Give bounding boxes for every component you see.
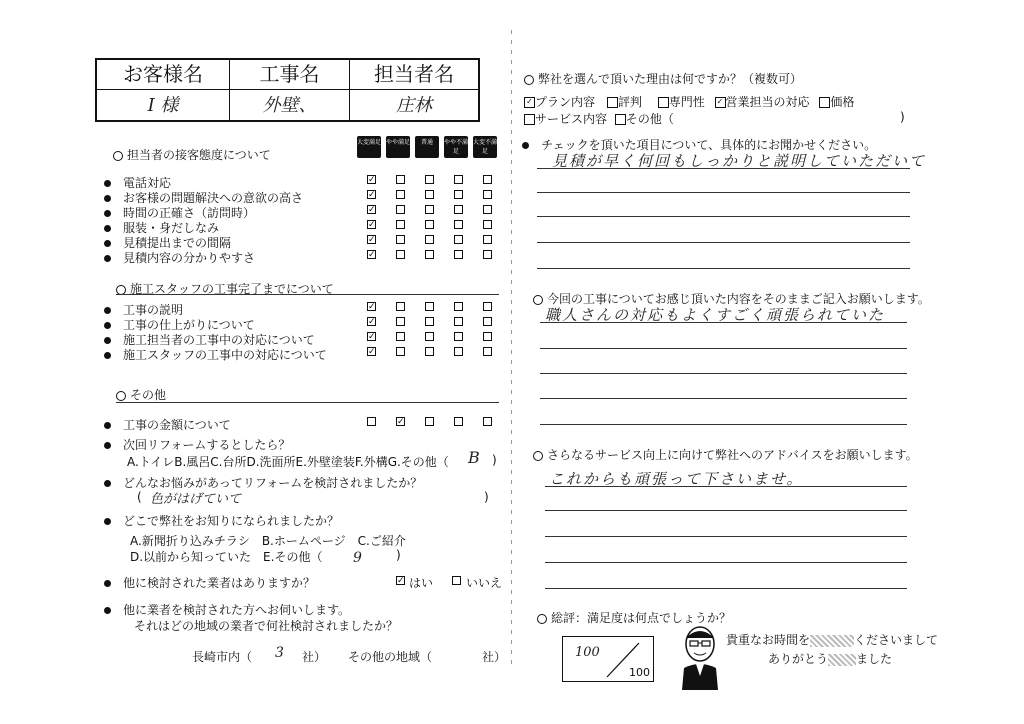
list-item: お客様の問題解決への意欲の高さ (104, 189, 303, 206)
rating-checkbox[interactable] (396, 347, 405, 356)
rating-checkbox[interactable] (483, 332, 492, 341)
detail-answer: 見積が早く何回もしっかりと説明していただいて (552, 152, 927, 170)
rating-checkbox[interactable] (454, 302, 463, 311)
bullet-icon (104, 337, 111, 344)
thanks-line-2: ありがとう ました (768, 652, 893, 666)
divider (116, 402, 499, 403)
bullet-icon (104, 307, 111, 314)
customer-name-value: I 様 (97, 90, 230, 122)
rating-checkbox[interactable] (396, 205, 405, 214)
staff-name-label: 担当者名 (350, 60, 478, 90)
rating-checkbox[interactable] (396, 175, 405, 184)
rating-checkbox[interactable]: ✓ (368, 317, 376, 327)
bullet-icon (104, 607, 111, 614)
question-price: 工事の金額について (104, 416, 231, 433)
rating-checkbox[interactable] (425, 347, 434, 356)
close-paren: ) (900, 110, 905, 124)
rating-checkbox[interactable]: ✓ (368, 332, 376, 342)
rating-checkbox[interactable] (425, 220, 434, 229)
rating-checkbox[interactable] (425, 250, 434, 259)
section-other-title: その他 (116, 386, 166, 403)
rating-checkbox[interactable] (425, 317, 434, 326)
answer-line (537, 168, 910, 169)
smudge (828, 654, 856, 666)
rating-checkbox[interactable] (396, 190, 405, 199)
project-name-label: 工事名 (230, 60, 350, 90)
bullet-icon (104, 442, 111, 449)
rating-checkbox[interactable] (483, 235, 492, 244)
answer-line (537, 268, 910, 269)
rating-checkbox[interactable] (483, 175, 492, 184)
reason-checkbox[interactable]: ✓ (524, 97, 535, 108)
nagasaki-label: 長崎市内（ (192, 650, 253, 664)
reason-checkbox[interactable] (658, 97, 669, 108)
divider (116, 294, 499, 295)
rating-checkbox[interactable]: ✓ (368, 175, 376, 185)
question-impression: 今回の工事についてお感じ頂いた内容をそのままご記入お願いします。 (533, 290, 930, 307)
rating-checkbox[interactable] (425, 332, 434, 341)
rating-checkbox[interactable] (425, 190, 434, 199)
question-vendor-region: 他に業者を検討された方へお伺いします。 (104, 601, 350, 618)
rating-checkbox[interactable]: ✓ (368, 250, 376, 260)
rating-checkbox[interactable] (425, 205, 434, 214)
rating-checkbox[interactable]: ✓ (368, 205, 376, 215)
level-neutral: 普通 (415, 136, 439, 158)
price-checkbox-1[interactable] (367, 417, 376, 426)
question-worries: どんなお悩みがあってリフォームを検討されましたか？ (104, 474, 422, 491)
rating-checkbox[interactable] (425, 175, 434, 184)
price-checkbox-2[interactable]: ✓ (397, 417, 405, 427)
pin-icon (113, 151, 123, 161)
pin-icon (524, 75, 534, 85)
rating-checkbox[interactable]: ✓ (368, 235, 376, 245)
close-paren: ) (484, 490, 489, 504)
customer-name-label: お客様名 (97, 60, 230, 90)
other-region-label: その他の地域（ (348, 650, 433, 664)
pin-icon (116, 285, 126, 295)
score-value: 100 (575, 645, 600, 660)
question-other-vendors: 他に検討された業者はありますか？ (104, 574, 315, 591)
project-name-value: 外壁、 (230, 90, 350, 122)
next-reform-options: A.トイレB.風呂C.台所D.洗面所E.外壁塗装F.外構G.その他（ (127, 455, 449, 469)
bullet-icon (104, 422, 111, 429)
list-item: 見積内容の分かりやすさ (104, 249, 255, 266)
answer-line (540, 424, 907, 425)
smudge (810, 635, 854, 647)
score-box (562, 636, 654, 682)
thanks-line-1: 貴重なお時間を くださいまして (726, 633, 939, 647)
rating-checkbox[interactable] (396, 250, 405, 259)
rating-checkbox[interactable] (396, 332, 405, 341)
rating-checkbox[interactable] (454, 205, 463, 214)
rating-checkbox[interactable] (483, 317, 492, 326)
question-score: 総評：満足度は何点でしょうか？ (537, 609, 731, 626)
answer-line (537, 242, 910, 243)
rating-checkbox[interactable] (454, 317, 463, 326)
rating-checkbox[interactable] (454, 220, 463, 229)
reason-options-row-1: ✓ プラン内容 評判 専門性 ✓ 営業担当の対応 価格 (524, 93, 854, 110)
question-next-reform: 次回リフォームするとしたら？ (104, 436, 290, 453)
rating-checkbox[interactable] (454, 250, 463, 259)
price-checkbox-5[interactable] (483, 417, 492, 426)
yes-label: はい (409, 576, 434, 590)
rating-checkbox[interactable] (425, 302, 434, 311)
next-reform-answer: B (468, 448, 480, 467)
level-somewhat-unsatisfied: やや不満足 (444, 136, 468, 158)
list-item: 服装・身だしなみ (104, 219, 219, 236)
bullet-icon (104, 480, 111, 487)
list-item: 施工担当者の工事中の対応について (104, 331, 315, 348)
list-item: 見積提出までの間隔 (104, 234, 231, 251)
bullet-icon (104, 255, 111, 262)
list-item: 電話対応 (104, 174, 171, 191)
bullet-icon (522, 142, 529, 149)
nagasaki-unit: 社） (302, 650, 327, 664)
how-known-options-2: D.以前から知っていた E.その他（ (130, 550, 323, 564)
bullet-icon (104, 352, 111, 359)
rating-checkbox[interactable] (425, 235, 434, 244)
advice-answer: これからも頑張って下さいませ。 (549, 470, 804, 488)
answer-line (545, 562, 907, 563)
bullet-icon (104, 322, 111, 329)
rating-checkbox[interactable] (396, 317, 405, 326)
reason-checkbox[interactable] (819, 97, 830, 108)
pin-icon (537, 614, 547, 624)
no-checkbox[interactable] (452, 576, 461, 585)
section-staff-attitude-title: 担当者の接客態度について (113, 146, 271, 163)
bullet-icon (104, 580, 111, 587)
close-paren: ) (396, 548, 401, 562)
bullet-icon (104, 518, 111, 525)
list-item: 工事の説明 (104, 301, 183, 318)
rating-checkbox[interactable] (483, 347, 492, 356)
list-item: 工事の仕上がりについて (104, 316, 255, 333)
rating-checkbox[interactable] (454, 190, 463, 199)
rating-checkbox[interactable] (454, 235, 463, 244)
vendor-region-question-2: それはどの地域の業者で何社検討されましたか？ (134, 619, 399, 633)
question-advice: さらなるサービス向上に向けて弊社へのアドバイスをお願いします。 (533, 446, 918, 463)
rating-checkbox[interactable]: ✓ (368, 302, 376, 312)
rating-checkbox[interactable] (483, 302, 492, 311)
rating-checkbox[interactable] (396, 235, 405, 244)
bullet-icon (104, 225, 111, 232)
question-how-known: どこで弊社をお知りになられましたか？ (104, 512, 339, 529)
center-divider (511, 30, 512, 670)
level-very-unsatisfied: 大変不満足 (473, 136, 497, 158)
level-somewhat-satisfied: やや満足 (386, 136, 410, 158)
score-max: 100 (629, 666, 650, 679)
no-label: いいえ (466, 576, 503, 590)
list-item: 時間の正確さ（訪問時） (104, 204, 255, 221)
level-very-satisfied: 大変満足 (357, 136, 381, 158)
reason-checkbox[interactable] (607, 97, 618, 108)
answer-line (545, 536, 907, 537)
pin-icon (533, 295, 543, 305)
rating-checkbox[interactable] (396, 302, 405, 311)
rating-checkbox[interactable] (483, 190, 492, 199)
rating-checkbox[interactable] (454, 347, 463, 356)
staff-portrait-icon (676, 624, 724, 690)
answer-line (545, 486, 907, 487)
question-detail: チェックを頂いた項目について、具体的にお聞かせください。 (522, 136, 876, 153)
how-known-options-1: A.新聞折り込みチラシ B.ホームページ C.ご紹介 (130, 534, 406, 548)
rating-checkbox[interactable]: ✓ (368, 347, 376, 357)
rating-checkbox[interactable]: ✓ (368, 190, 376, 200)
answer-line (545, 510, 907, 511)
header-table (95, 58, 480, 122)
rating-checkbox[interactable] (454, 175, 463, 184)
reason-checkbox[interactable] (524, 114, 535, 125)
answer-line (545, 588, 907, 589)
rating-checkbox[interactable] (483, 220, 492, 229)
answer-line (540, 322, 907, 323)
rating-checkbox[interactable]: ✓ (368, 220, 376, 230)
staff-name-value: 庄林 (396, 95, 432, 116)
rating-checkbox[interactable] (396, 220, 405, 229)
answer-line (540, 373, 907, 374)
section-construction-staff-title: 施工スタッフの工事完了までについて (116, 280, 334, 297)
open-paren: ( (137, 490, 142, 504)
answer-line (537, 192, 910, 193)
rating-checkbox[interactable] (454, 332, 463, 341)
how-known-answer: 9 (353, 550, 362, 566)
impression-answer: 職人さんの対応もよくすごく頑張られていた (545, 306, 886, 324)
question-reason: 弊社を選んで頂いた理由は何ですか？（複数可） (524, 70, 802, 87)
bullet-icon (104, 180, 111, 187)
pin-icon (116, 391, 126, 401)
worries-answer: 色がはげていて (150, 492, 242, 507)
bullet-icon (104, 210, 111, 217)
price-checkbox-4[interactable] (454, 417, 463, 426)
answer-line (540, 398, 907, 399)
reason-checkbox[interactable]: ✓ (715, 97, 726, 108)
price-checkbox-3[interactable] (425, 417, 434, 426)
pin-icon (533, 451, 543, 461)
rating-checkbox[interactable] (483, 250, 492, 259)
list-item: 施工スタッフの工事中の対応について (104, 346, 327, 363)
reason-options-row-2: サービス内容 その他（ (524, 110, 674, 127)
bullet-icon (104, 195, 111, 202)
answer-line (537, 216, 910, 217)
close-paren: ) (492, 453, 497, 467)
bullet-icon (104, 240, 111, 247)
rating-checkbox[interactable] (483, 205, 492, 214)
other-region-unit: 社） (482, 650, 507, 664)
reason-checkbox[interactable] (615, 114, 626, 125)
nagasaki-answer: 3 (275, 645, 284, 661)
yes-checkbox[interactable]: ✓ (397, 576, 405, 586)
answer-line (540, 348, 907, 349)
